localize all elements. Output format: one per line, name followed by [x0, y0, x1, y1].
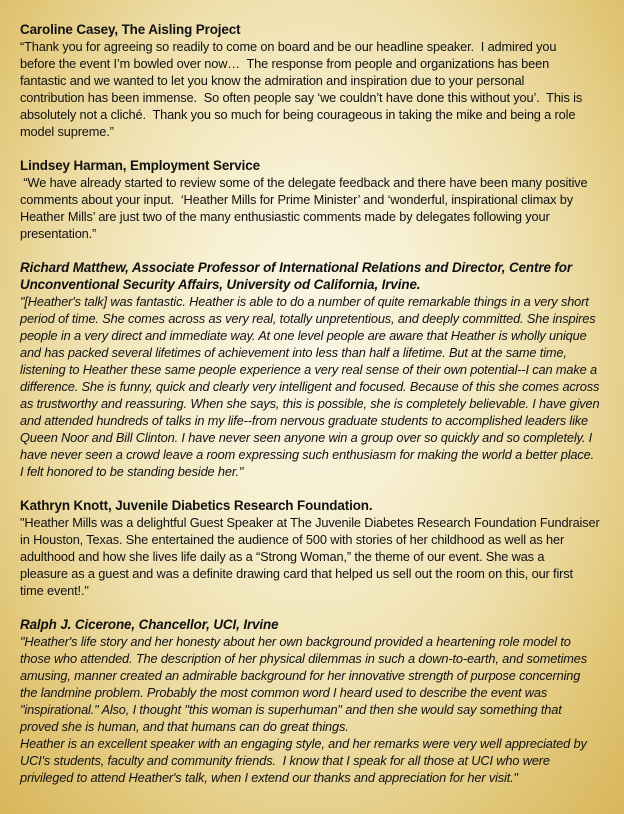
testimonial-attribution: Caroline Casey, The Aisling Project	[20, 22, 241, 37]
testimonial-quote	[20, 174, 620, 242]
testimonial-quote	[20, 633, 620, 786]
quote-line: fantastic and we wanted to let you know the admiration and inspiration due to your personal	[20, 73, 525, 88]
testimonial-quote	[20, 38, 620, 140]
quote-line: privileged to attend Heather's talk, when I extend our thanks and appreciation for her visit."	[20, 770, 518, 785]
quote-line: in Houston, Texas. She entertained the audience of 500 with stories of her childhood as well as her	[20, 532, 565, 547]
quote-line: and has packed several lifetimes of achievement into less than half a lifetime. But at the same time,	[20, 345, 567, 360]
quote-line: difference. She is funny, quick and clearly very intelligent and focused. Because of this she comes across	[20, 379, 600, 394]
quote-line: UCI's students, faculty and community friends. I know that I speak for all those at UCI who were	[20, 753, 550, 768]
quote-line: proved she is human, and that humans can do great things.	[20, 719, 349, 734]
quote-line: model supreme.”	[20, 124, 114, 139]
quote-line: "inspirational." Also, I thought "this woman is superhuman" and then she would say something that	[20, 702, 562, 717]
quote-line: “Thank you for agreeing so readily to come on board and be our headline speaker. I admired you	[20, 39, 557, 54]
quote-line: and attended hundreds of talks in my life--from nervous graduate students to accomplished leaders like	[20, 413, 588, 428]
quote-line: “We have already started to review some of the delegate feedback and there have been many positive	[20, 175, 588, 190]
testimonial-attribution: Unconventional Security Affairs, University od California, Irvine.	[20, 277, 421, 292]
testimonials-page	[20, 21, 620, 786]
quote-line: listening to Heather these same people experience a very real sense of their own potential--I can make a	[20, 362, 597, 377]
quote-line: time event!."	[20, 583, 89, 598]
testimonial-attribution: Richard Matthew, Associate Professor of International Relations and Director, Centre for	[20, 260, 572, 275]
testimonial-quote	[20, 514, 620, 599]
quote-line: Queen Noor and Bill Clinton. I have never seen anyone win a group over so quickly and so completely. I	[20, 430, 593, 445]
quote-line: "[Heather's talk] was fantastic. Heather is able to do a number of quite remarkable things in a very short	[20, 294, 589, 309]
quote-line: presentation.”	[20, 226, 97, 241]
paragraph-gap	[20, 480, 620, 497]
quote-line: have never seen a crowd leave a room expressing such enthusiasm for making the world a better place.	[20, 447, 594, 462]
paragraph-gap	[20, 140, 620, 157]
testimonial-block	[20, 157, 620, 242]
quote-line: comments about your input. ‘Heather Mills for Prime Minister’ and ‘wonderful, inspirational climax by	[20, 192, 573, 207]
quote-line: Heather Mills’ are just two of the many enthusiastic comments made by delegates following your	[20, 209, 550, 224]
quote-line: adulthood and how she lives life daily as a “Strong Woman,” the theme of our event. She was a	[20, 549, 545, 564]
quote-line: as trustworthy and reassuring. When she says, this is possible, she is completely believable. I have given	[20, 396, 600, 411]
quote-line: Heather is an excellent speaker with an engaging style, and her remarks were very well appreciated by	[20, 736, 587, 751]
testimonial-block	[20, 616, 620, 786]
testimonial-quote	[20, 293, 620, 480]
quote-line: the landmine problem. Probably the most common word I heard used to describe the event was	[20, 685, 548, 700]
quote-line: those who attended. The description of her physical dilemmas in such a down-to-earth, and sometimes	[20, 651, 588, 666]
paragraph-gap	[20, 599, 620, 616]
quote-line: amusing, manner created an admirable background for her innovative strength of purpose concerning	[20, 668, 581, 683]
testimonial-block	[20, 259, 620, 480]
quote-line: people in a very direct and immediate way. At one level people are aware that Heather is wholly unique	[20, 328, 587, 343]
quote-line: "Heather's life story and her honesty about her own background provided a heartening role model to	[20, 634, 571, 649]
testimonial-attribution: Ralph J. Cicerone, Chancellor, UCI, Irvine	[20, 617, 279, 632]
testimonial-attribution: Kathryn Knott, Juvenile Diabetics Research Foundation.	[20, 498, 373, 513]
testimonial-attribution: Lindsey Harman, Employment Service	[20, 158, 260, 173]
testimonial-block	[20, 21, 620, 140]
quote-line: I felt honored to be standing beside her."	[20, 464, 244, 479]
quote-line: absolutely not a cliché. Thank you so much for being courageous in taking the mike and being a role	[20, 107, 576, 122]
quote-line: pleasure as a guest and was a definite drawing card that helped us sell out the room on this, our first	[20, 566, 573, 581]
quote-line: period of time. She comes across as very real, totally unpretentious, and deeply committed. She inspires	[20, 311, 596, 326]
paragraph-gap	[20, 242, 620, 259]
quote-line: before the event I’m bowled over now… The response from people and organizations has been	[20, 56, 550, 71]
quote-line: "Heather Mills was a delightful Guest Speaker at The Juvenile Diabetes Research Foundation Fundraiser	[20, 515, 600, 530]
quote-line: contribution has been immense. So often people say ‘we couldn’t have done this without you’. This is	[20, 90, 583, 105]
testimonial-block	[20, 497, 620, 599]
